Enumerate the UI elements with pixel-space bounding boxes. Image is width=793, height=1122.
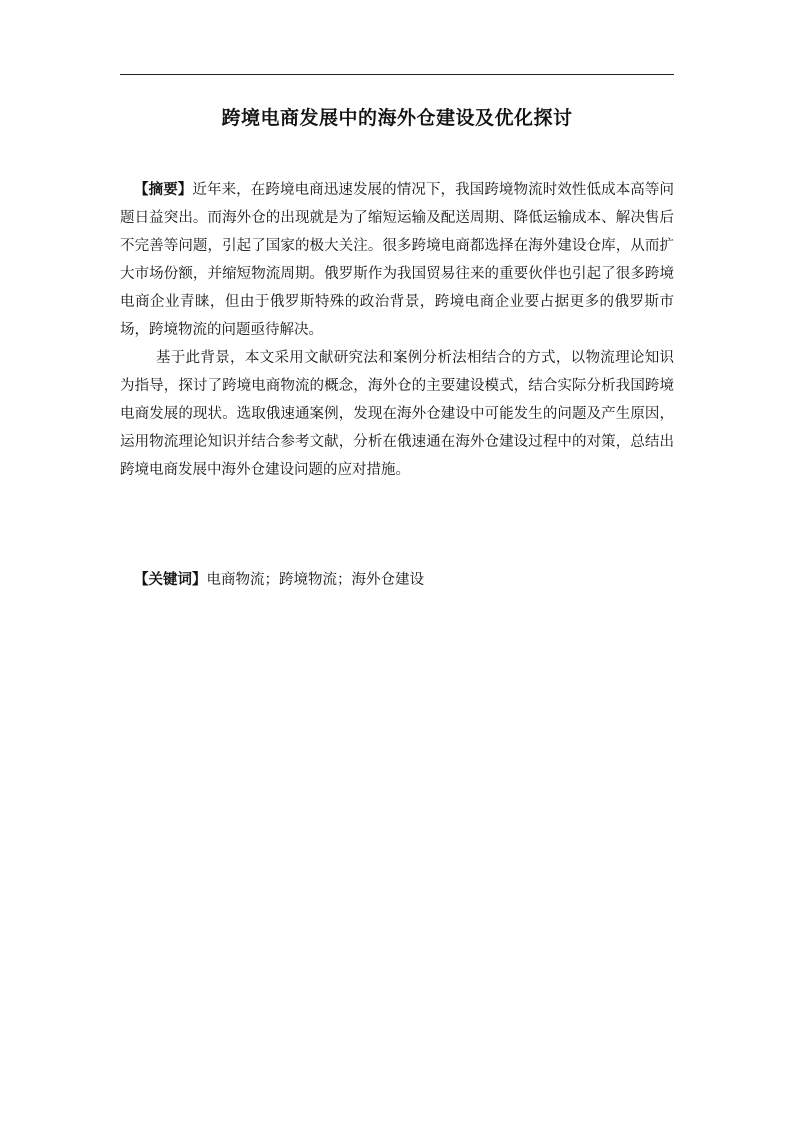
abstract-label: 【摘要】 <box>134 182 193 198</box>
header-rule <box>120 74 674 75</box>
keywords-text: 电商物流；跨境物流；海外仓建设 <box>206 572 424 588</box>
document-title: 跨境电商发展中的海外仓建设及优化探讨 <box>221 107 573 129</box>
abstract-section <box>120 176 674 484</box>
keywords-section <box>134 566 674 594</box>
abstract-paragraph-2: 基于此背景，本文采用文献研究法和案例分析法相结合的方式，以物流理论知识为指导，探讨了跨境电商物流的概念，海外仓的主要建设模式，结合实际分析我国跨境电商发展的现状。选取俄速通案例，发现在海外仓建设中可能发生的问题及产生原因，运用物流理论知识并结合参考文献，分析在俄速通在海外仓建设过程中的对策，总结出跨境电商发展中海外仓建设问题的应对措施。 <box>120 350 674 478</box>
keywords-label: 【关键词】 <box>134 572 207 588</box>
abstract-paragraph-1 <box>120 176 674 344</box>
abstract-text-1: 近年来，在跨境电商迅速发展的情况下，我国跨境物流时效性低成本高等问题日益突出。而海外仓的出现就是为了缩短运输及配送周期、降低运输成本、解决售后不完善等问题，引起了国家的极大关注。很多跨境电商都选择在海外建设仓库，从而扩大市场份额，并缩短物流周期。俄罗斯作为我国贸易往来的重要伙伴也引起了很多跨境电商企业青睐，但由于俄罗斯特殊的政治背景，跨境电商企业要占据更多的俄罗斯市场，跨境物流的问题亟待解决。 <box>120 182 674 338</box>
